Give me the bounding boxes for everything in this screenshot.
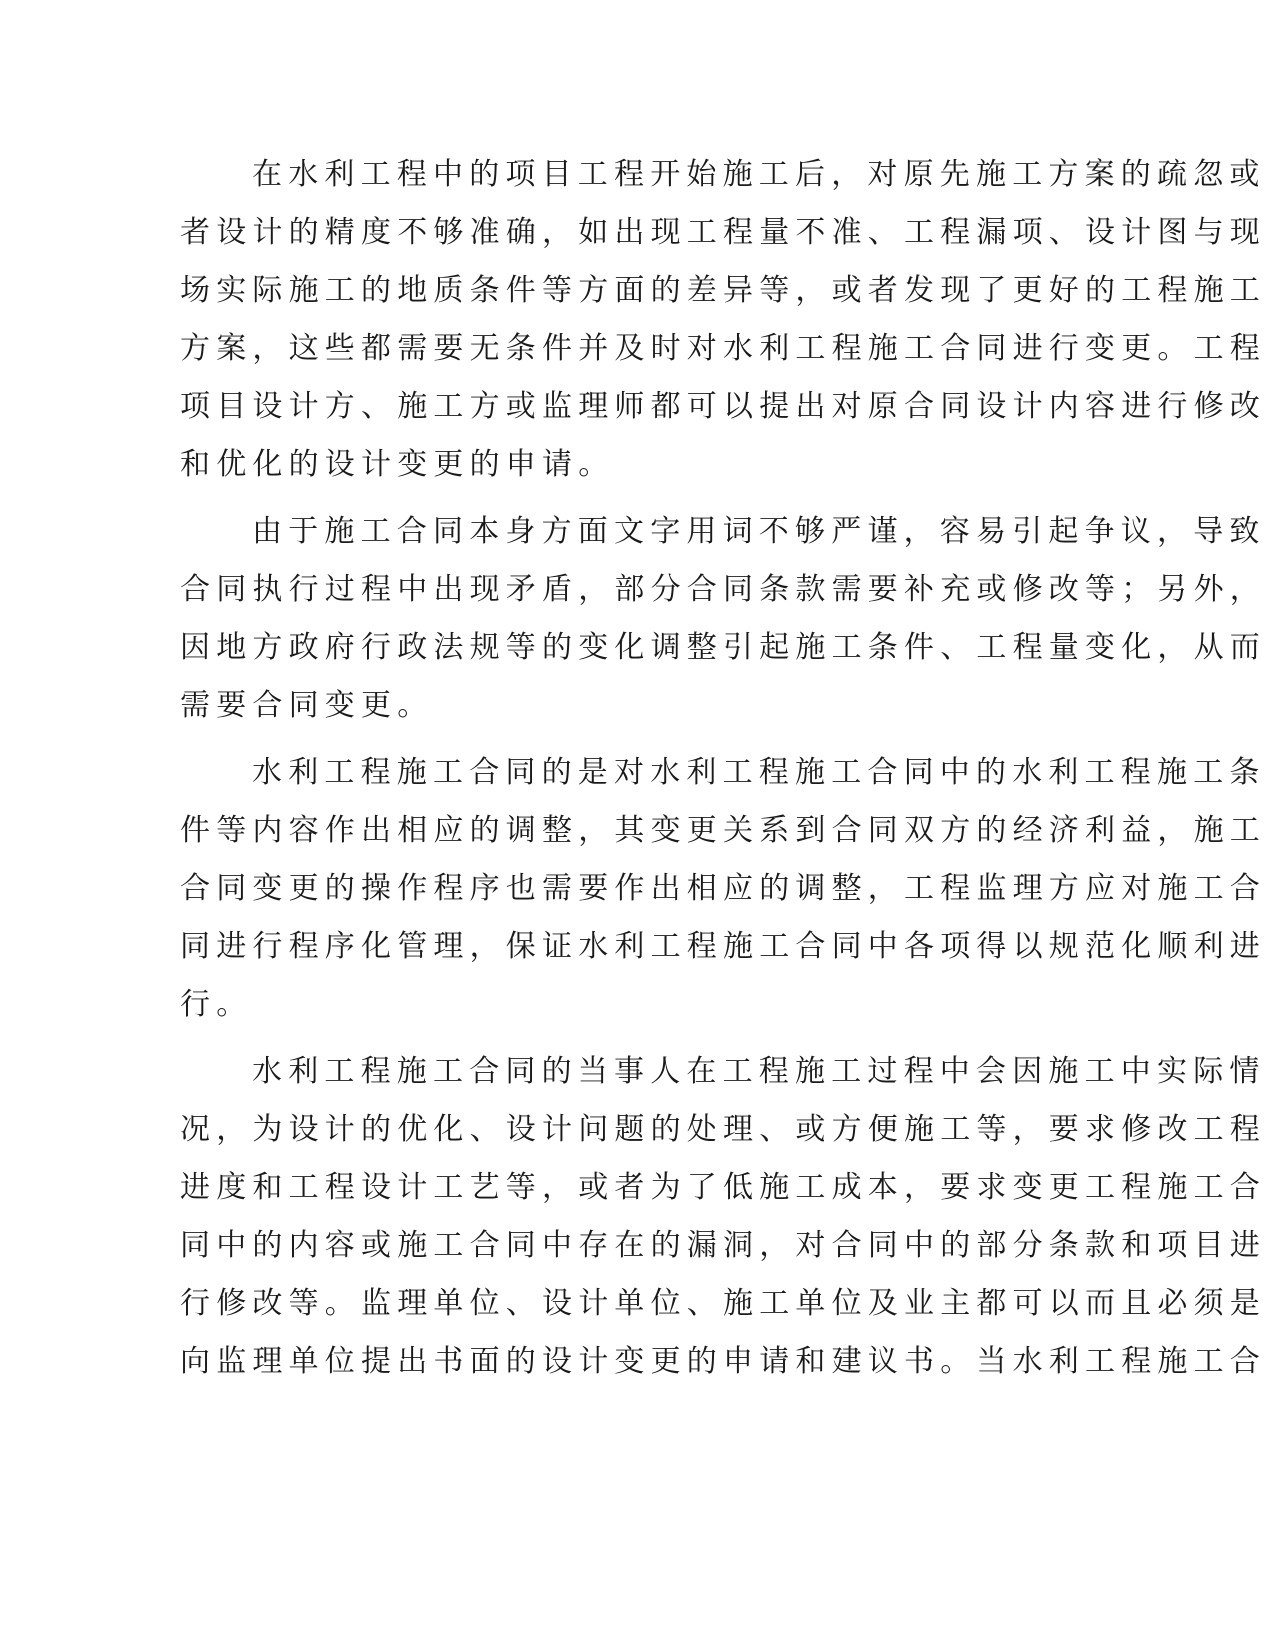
- paragraph-4-line-5: 行修改等。监理单位、设计单位、施工单位及业主都可以而且必须是: [180, 1286, 1266, 1321]
- paragraph-1-line-2: 者设计的精度不够准确，如出现工程量不准、工程漏项、设计图与现: [180, 215, 1266, 250]
- paragraph-4-line-3: 进度和工程设计工艺等，或者为了低施工成本，要求变更工程施工合: [180, 1170, 1266, 1205]
- paragraph-1-line-1: 在水利工程中的项目工程开始施工后，对原先施工方案的疏忽或: [252, 157, 1266, 192]
- paragraph-4-line-2: 况，为设计的优化、设计问题的处理、或方便施工等，要求修改工程: [180, 1112, 1266, 1147]
- paragraph-2-line-1: 由于施工合同本身方面文字用词不够严谨，容易引起争议，导致: [252, 514, 1266, 549]
- paragraph-4-line-4: 同中的内容或施工合同中存在的漏洞，对合同中的部分条款和项目进: [180, 1228, 1266, 1263]
- paragraph-4-line-1: 水利工程施工合同的当事人在工程施工过程中会因施工中实际情: [252, 1054, 1266, 1089]
- paragraph-1-line-5: 项目设计方、施工方或监理师都可以提出对原合同设计内容进行修改: [180, 389, 1266, 424]
- paragraph-2-line-2: 合同执行过程中出现矛盾，部分合同条款需要补充或修改等；另外，: [180, 572, 1266, 607]
- paragraph-3-line-5: 行。: [180, 987, 253, 1022]
- paragraph-3-line-1: 水利工程施工合同的是对水利工程施工合同中的水利工程施工条: [252, 755, 1266, 790]
- paragraph-3-line-3: 合同变更的操作程序也需要作出相应的调整，工程监理方应对施工合: [180, 871, 1266, 906]
- paragraph-2-line-4: 需要合同变更。: [180, 688, 434, 723]
- paragraph-1-line-3: 场实际施工的地质条件等方面的差异等，或者发现了更好的工程施工: [180, 273, 1266, 308]
- paragraph-3-line-4: 同进行程序化管理，保证水利工程施工合同中各项得以规范化顺利进: [180, 929, 1266, 964]
- paragraph-1-line-6: 和优化的设计变更的申请。: [180, 447, 615, 482]
- paragraph-1-line-4: 方案，这些都需要无条件并及时对水利工程施工合同进行变更。工程: [180, 331, 1266, 366]
- paragraph-3-line-2: 件等内容作出相应的调整，其变更关系到合同双方的经济利益，施工: [180, 813, 1266, 848]
- paragraph-4-line-6: 向监理单位提出书面的设计变更的申请和建议书。当水利工程施工合: [180, 1344, 1266, 1379]
- paragraph-2-line-3: 因地方政府行政法规等的变化调整引起施工条件、工程量变化，从而: [180, 630, 1266, 665]
